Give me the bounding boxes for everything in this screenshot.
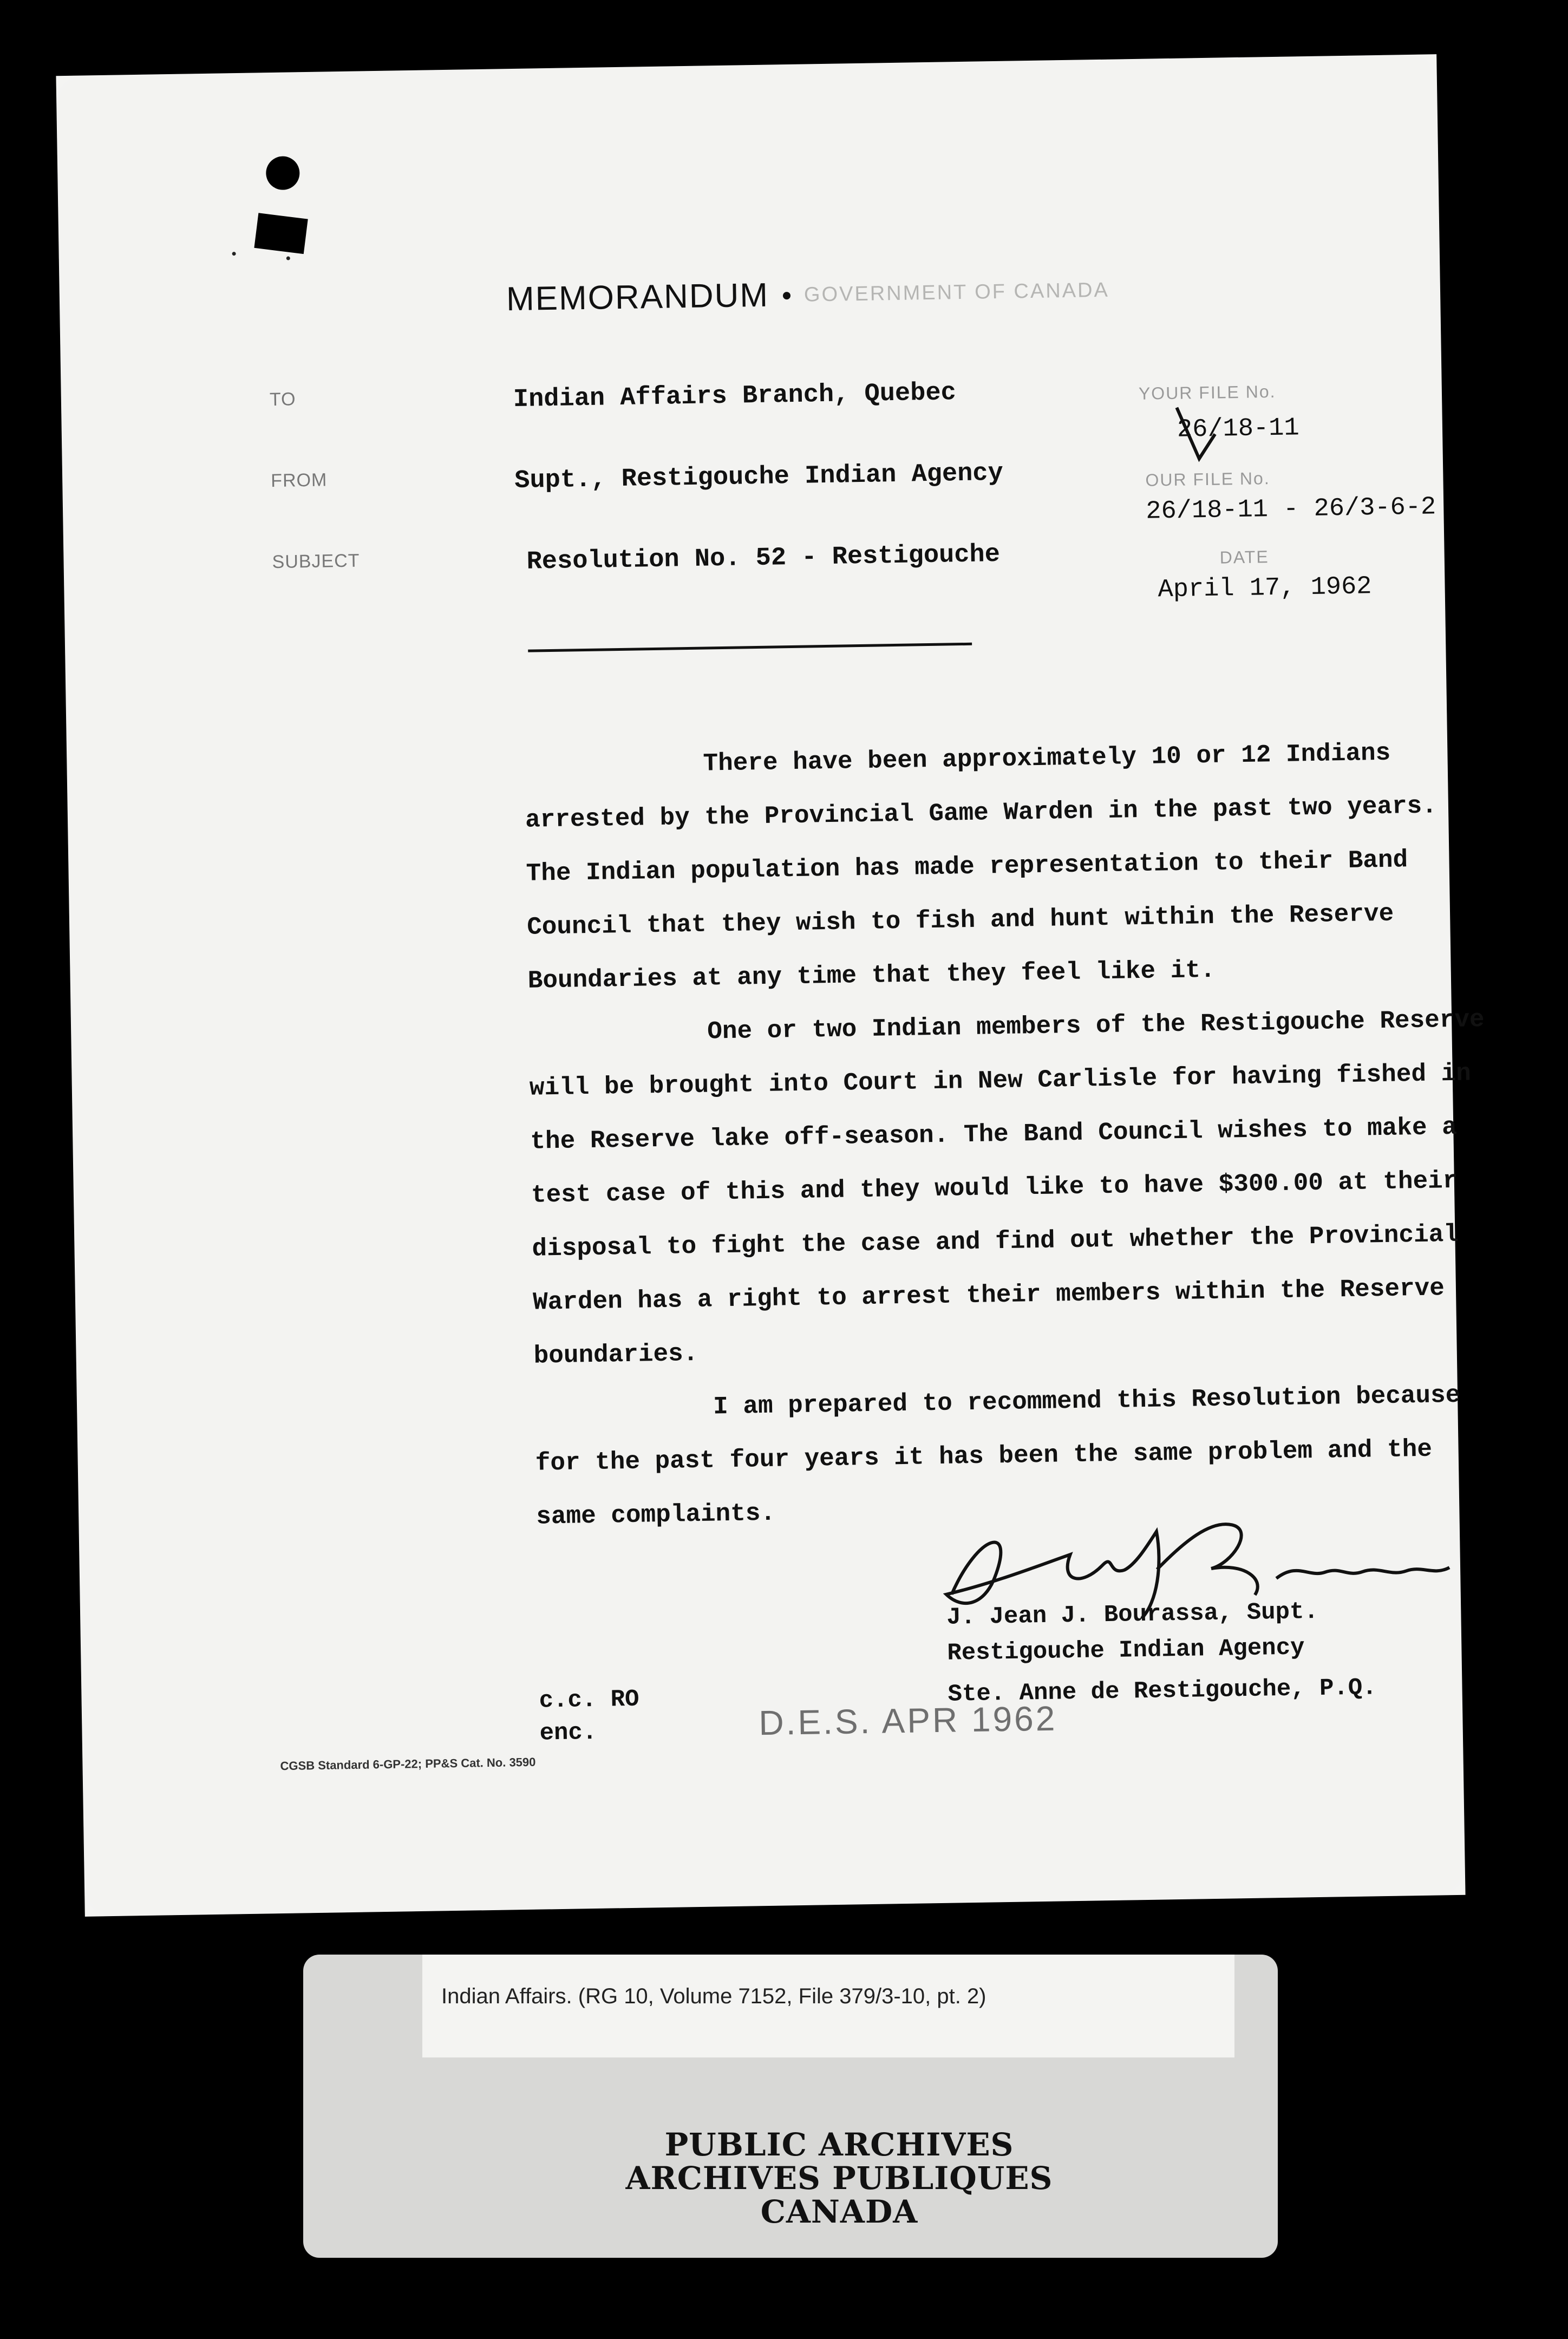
- signature-block: [946, 1594, 1319, 1671]
- memo-page: [56, 54, 1485, 1917]
- body-paragraph: I am prepared to recommend this Resolution because for the past four years it has been the same problem and the same complaints.: [535, 1381, 1461, 1531]
- subject-underline: [528, 643, 972, 652]
- to-label: TO: [269, 389, 296, 410]
- archive-logo: [541, 2128, 1137, 2229]
- body-paragraph: One or two Indian members of the Restigouche Reserve will be brought into Court in New Carlisle for having fished in the Reserve lake off-season. The Band Council wishes to make a test case of this and they would like to have $300.00 at their disposal to fight the case and find out whether the Provincial Warden has a right to arrest their members within the Reserve boundaries.: [529, 1005, 1485, 1370]
- cc-line: c.c. RO: [539, 1685, 639, 1715]
- government-header: GOVERNMENT OF CANADA: [803, 278, 1110, 306]
- form-reference: CGSB Standard 6-GP-22; PP&S Cat. No. 3590: [280, 1755, 536, 1773]
- enc-line: enc.: [539, 1719, 597, 1747]
- archive-logo-line: CANADA: [760, 2193, 918, 2230]
- your-file-value: 26/18-11: [1177, 414, 1300, 445]
- memo-body: [524, 725, 1500, 1544]
- from-label: FROM: [270, 469, 328, 492]
- archive-logo-line: ARCHIVES PUBLIQUES: [625, 2160, 1053, 2197]
- signer-place: Ste. Anne de Restigouche, P.Q.: [948, 1674, 1377, 1708]
- cc-block: [539, 1683, 640, 1750]
- subject-value: Resolution No. 52 - Restigouche: [526, 540, 1001, 577]
- to-value: Indian Affairs Branch, Quebec: [513, 378, 957, 415]
- date-label: DATE: [1219, 547, 1269, 567]
- your-file-label: YOUR FILE No.: [1138, 381, 1276, 403]
- from-value: Supt., Restigouche Indian Agency: [514, 459, 1004, 496]
- speck: [286, 256, 290, 260]
- body-paragraph: There have been approximately 10 or 12 Indians arrested by the Provincial Game Warden in the past two years. The Indian population has made representation to their Band Council that they wish to fish and hunt within the Reserve Boundaries at any time that they feel like it.: [525, 739, 1438, 995]
- signer-name: J. Jean J. Bourassa, Supt.: [946, 1598, 1319, 1631]
- clip-mark: [254, 213, 308, 254]
- our-file-label: OUR FILE No.: [1145, 468, 1270, 490]
- speck: [232, 252, 236, 256]
- memo-title: [506, 276, 800, 319]
- archive-caption: Indian Affairs. (RG 10, Volume 7152, File 379/3-10, pt. 2): [441, 1984, 986, 2008]
- memo-title-text: MEMORANDUM: [506, 276, 769, 318]
- signer-agency: Restigouche Indian Agency: [947, 1634, 1305, 1667]
- our-file-value: 26/18-11 - 26/3-6-2: [1145, 493, 1436, 526]
- archive-logo-line: PUBLIC ARCHIVES: [664, 2126, 1014, 2163]
- punch-hole: [266, 156, 300, 190]
- received-stamp: D.E.S. APR 1962: [758, 1698, 1057, 1743]
- date-value: April 17, 1962: [1158, 572, 1372, 605]
- subject-label: SUBJECT: [272, 550, 360, 573]
- bullet-dot: [783, 292, 790, 299]
